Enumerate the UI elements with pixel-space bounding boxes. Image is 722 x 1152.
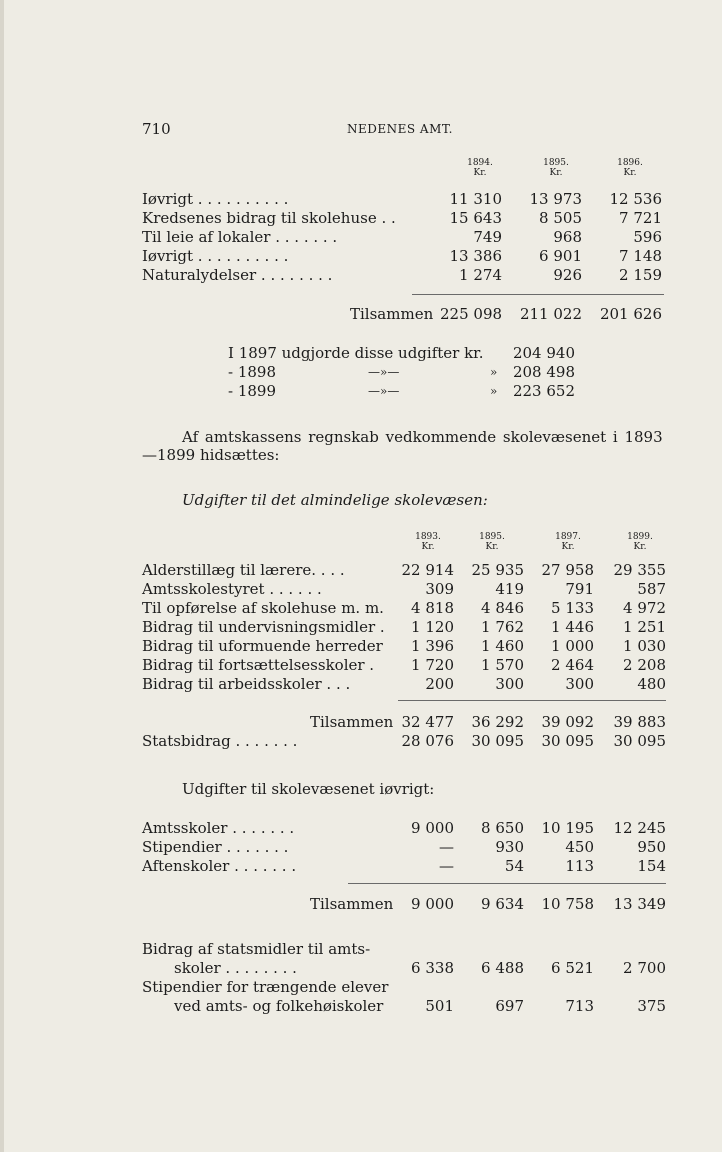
cell: 596	[633, 228, 662, 246]
table2-total-cell: 39 883	[613, 713, 666, 731]
cell: 7 721	[619, 209, 662, 227]
row-label: Stipendier . . . . . . .	[142, 838, 289, 856]
cell: 749	[473, 228, 502, 246]
cell: 1 274	[459, 266, 502, 284]
expense-line-1897: I 1897 udgjorde disse udgifter kr.	[228, 344, 484, 362]
row-label: Aftenskoler . . . . . . .	[142, 857, 297, 875]
cell: 2 700	[623, 959, 666, 977]
row-label: Iøvrigt . . . . . . . . . .	[142, 247, 289, 265]
statsbidrag-cell: 30 095	[613, 732, 666, 750]
row-label: Til opførelse af skolehuse m. m.	[142, 599, 384, 617]
cell: 22 914	[401, 561, 454, 579]
table2-total-cell: 39 092	[541, 713, 594, 731]
cell: 25 935	[471, 561, 524, 579]
cell: 950	[637, 838, 666, 856]
cell: 200	[425, 675, 454, 693]
table2-col-header-2: 1895. Kr.	[479, 532, 505, 552]
row-label: Amtsskoler . . . . . . .	[142, 819, 295, 837]
cell: 154	[637, 857, 666, 875]
expense-amount: 208 498	[512, 363, 575, 381]
row-label: Bidrag til undervisningsmidler .	[142, 618, 385, 636]
cell: 6 488	[481, 959, 524, 977]
cell: —	[439, 857, 454, 875]
cell: 9 000	[411, 819, 454, 837]
row-label: Alderstillæg til lærere. . . .	[142, 561, 345, 579]
table2-col-header-3: 1897. Kr.	[555, 532, 581, 552]
table1-total-rule	[412, 294, 664, 295]
table3-total-rule	[348, 883, 666, 884]
cell: 587	[637, 580, 666, 598]
cell: 791	[565, 580, 594, 598]
ditto-mark: —»—	[368, 365, 400, 379]
cell: 29 355	[613, 561, 666, 579]
cell: 375	[637, 997, 666, 1015]
section-title: Udgifter til det almindelige skolevæsen:	[182, 491, 488, 509]
table2-total-cell: 32 477	[401, 713, 454, 731]
row-label: Til leie af lokaler . . . . . . .	[142, 228, 338, 246]
cell: 13 386	[449, 247, 502, 265]
cell: 12 245	[613, 819, 666, 837]
table1-col-header-3: 1896. Kr.	[617, 158, 643, 178]
running-title: NEDENES AMT.	[347, 122, 453, 136]
expense-amount: 204 940	[512, 344, 575, 362]
statsbidrag-cell: 30 095	[541, 732, 594, 750]
table2-total-label: Tilsammen	[310, 713, 394, 731]
table1-total-cell: 225 098	[440, 305, 503, 323]
row-label-line1: Stipendier for trængende elever	[142, 978, 389, 996]
cell: 11 310	[449, 190, 502, 208]
cell: 1 460	[481, 637, 524, 655]
cell: 501	[425, 997, 454, 1015]
cell: 113	[565, 857, 594, 875]
ditto-mark: —»—	[368, 384, 400, 398]
expense-line-1899: - 1899	[228, 382, 277, 400]
row-label-line1: Bidrag af statsmidler til amts-	[142, 940, 371, 958]
ditto-mark: »	[490, 384, 498, 398]
cell: 926	[553, 266, 582, 284]
cell: 450	[565, 838, 594, 856]
table2-total-rule	[398, 700, 666, 701]
statsbidrag-cell: 28 076	[401, 732, 454, 750]
cell: 13 973	[529, 190, 582, 208]
cell: 2 159	[619, 266, 662, 284]
cell: 12 536	[609, 190, 662, 208]
statsbidrag-cell: 30 095	[471, 732, 524, 750]
table3-total-label: Tilsammen	[310, 895, 394, 913]
table2-col-header-1: 1893. Kr.	[415, 532, 441, 552]
cell: 4 846	[481, 599, 524, 617]
cell: 1 396	[411, 637, 454, 655]
cell: 1 762	[481, 618, 524, 636]
cell: 480	[637, 675, 666, 693]
table3-total-cell: 10 758	[541, 895, 594, 913]
cell: 930	[495, 838, 524, 856]
table2-total-cell: 36 292	[471, 713, 524, 731]
cell: 8 505	[539, 209, 582, 227]
cell: 2 464	[551, 656, 594, 674]
row-label: Bidrag til fortsættelsesskoler .	[142, 656, 375, 674]
page-edge-shadow	[0, 0, 4, 1152]
cell: —	[439, 838, 454, 856]
section2-title: Udgifter til skolevæsenet iøvrigt:	[182, 780, 435, 798]
paragraph-line-2: —1899 hidsættes:	[142, 446, 280, 464]
cell: 27 958	[541, 561, 594, 579]
row-label: Naturalydelser . . . . . . . .	[142, 266, 333, 284]
cell: 4 972	[623, 599, 666, 617]
row-label: Kredsenes bidrag til skolehuse . .	[142, 209, 396, 227]
row-label: Iøvrigt . . . . . . . . . .	[142, 190, 289, 208]
row-label-line2: ved amts- og folkehøiskoler	[174, 997, 384, 1015]
cell: 1 446	[551, 618, 594, 636]
table3-total-cell: 9 634	[481, 895, 524, 913]
cell: 4 818	[411, 599, 454, 617]
cell: 1 251	[623, 618, 666, 636]
cell: 968	[553, 228, 582, 246]
row-label: Amtsskolestyret . . . . . .	[142, 580, 322, 598]
cell: 7 148	[619, 247, 662, 265]
row-label: Bidrag til uformuende herreder	[142, 637, 383, 655]
cell: 5 133	[551, 599, 594, 617]
table3-total-cell: 9 000	[411, 895, 454, 913]
cell: 419	[495, 580, 524, 598]
cell: 54	[504, 857, 524, 875]
row-label: Bidrag til arbeidsskoler . . .	[142, 675, 351, 693]
table1-total-label: Tilsammen	[350, 305, 434, 323]
table1-col-header-2: 1895. Kr.	[543, 158, 569, 178]
cell: 1 030	[623, 637, 666, 655]
cell: 309	[425, 580, 454, 598]
cell: 697	[495, 997, 524, 1015]
cell: 15 643	[449, 209, 502, 227]
cell: 6 338	[411, 959, 454, 977]
cell: 6 521	[551, 959, 594, 977]
cell: 1 000	[551, 637, 594, 655]
statsbidrag-label: Statsbidrag . . . . . . .	[142, 732, 298, 750]
row-label-line2: skoler . . . . . . . .	[174, 959, 297, 977]
cell: 1 120	[411, 618, 454, 636]
cell: 713	[565, 997, 594, 1015]
table1-col-header-1: 1894. Kr.	[467, 158, 493, 178]
expense-amount: 223 652	[512, 382, 575, 400]
cell: 2 208	[623, 656, 666, 674]
table2-col-header-4: 1899. Kr.	[627, 532, 653, 552]
cell: 8 650	[481, 819, 524, 837]
cell: 10 195	[541, 819, 594, 837]
table1-total-cell: 211 022	[519, 305, 582, 323]
expense-line-1898: - 1898	[228, 363, 277, 381]
cell: 300	[495, 675, 524, 693]
cell: 1 720	[411, 656, 454, 674]
table3-total-cell: 13 349	[613, 895, 666, 913]
ditto-mark: »	[490, 365, 498, 379]
cell: 300	[565, 675, 594, 693]
paragraph-line-1: Af amtskassens regnskab vedkommende skolevæsenet i 1893	[182, 428, 663, 446]
cell: 1 570	[481, 656, 524, 674]
cell: 6 901	[539, 247, 582, 265]
page-number: 710	[142, 120, 171, 138]
table1-total-cell: 201 626	[599, 305, 662, 323]
